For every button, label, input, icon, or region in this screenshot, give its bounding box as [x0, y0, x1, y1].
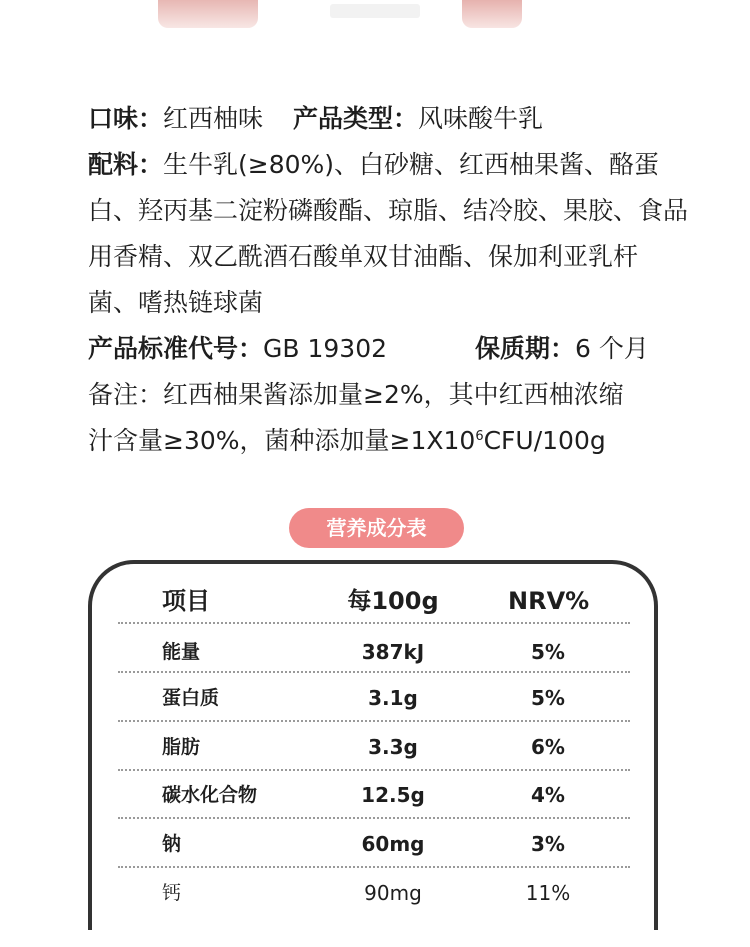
row-item: 钠	[162, 833, 182, 855]
row-nrv: 11%	[525, 881, 571, 905]
row-nrv: 5%	[531, 640, 565, 664]
table-row	[118, 683, 630, 713]
ingredients-label: 配料：	[88, 150, 164, 179]
row-per100g: 3.1g	[368, 686, 418, 710]
row-per100g: 12.5g	[361, 783, 425, 807]
product-image-center	[330, 4, 420, 18]
row-item: 能量	[162, 641, 201, 663]
type-label: 产品类型：	[293, 104, 419, 133]
flavor-value: 红西柚味	[163, 104, 264, 133]
standard-line	[88, 326, 668, 372]
ingredients-line-3: 用香精、双乙酰酒石酸单双甘油酯、保加利亚乳杆	[88, 242, 639, 271]
notes-line-2-prefix: 汁含量≥30%，菌种添加量≥1X10	[88, 426, 476, 455]
product-image-left	[158, 0, 258, 28]
ingredients-line-4: 菌、嗜热链球菌	[88, 288, 264, 317]
row-divider	[118, 622, 630, 624]
table-row	[118, 878, 630, 908]
standard-value: GB 19302	[263, 334, 388, 363]
product-image-right	[462, 0, 522, 28]
row-item: 碳水化合物	[162, 784, 258, 806]
row-nrv: 3%	[531, 832, 565, 856]
table-row	[118, 732, 630, 762]
row-divider	[118, 720, 630, 722]
row-item: 钙	[162, 882, 182, 904]
row-item: 脂肪	[162, 736, 201, 758]
row-per100g: 3.3g	[368, 735, 418, 759]
header-per100g: 每100g	[347, 587, 439, 615]
ingredients-text-1: 生牛乳(≥80%)、白砂糖、红西柚果酱、酪蛋	[163, 150, 660, 179]
ingredients-line-1	[88, 142, 668, 188]
shelf-value: 6 个月	[575, 334, 649, 363]
standard-label: 产品标准代号：	[88, 334, 264, 363]
shelf-life	[475, 326, 649, 372]
shelf-label: 保质期：	[475, 334, 576, 363]
top-product-image-crop	[0, 0, 750, 30]
notes-line-1: 备注：红西柚果酱添加量≥2%，其中红西柚浓缩	[88, 380, 624, 409]
table-row	[118, 829, 630, 859]
table-row	[118, 637, 630, 667]
row-item: 蛋白质	[162, 687, 220, 709]
nutrition-header-row	[118, 584, 630, 618]
row-divider	[118, 817, 630, 819]
flavor-line	[88, 96, 668, 142]
row-per100g: 90mg	[364, 881, 422, 905]
product-info	[88, 96, 689, 464]
table-row	[118, 780, 630, 810]
row-divider	[118, 866, 630, 868]
row-nrv: 4%	[531, 783, 565, 807]
row-per100g: 60mg	[361, 832, 425, 856]
notes-line-2-suffix: CFU/100g	[483, 426, 606, 455]
header-item: 项目	[162, 587, 210, 615]
row-nrv: 6%	[531, 735, 565, 759]
row-divider	[118, 769, 630, 771]
type-value: 风味酸牛乳	[418, 104, 544, 133]
ingredients-line-2: 白、羟丙基二淀粉磷酸酯、琼脂、结冷胶、果胶、食品	[88, 196, 689, 225]
row-per100g: 387kJ	[361, 640, 425, 664]
row-nrv: 5%	[531, 686, 565, 710]
flavor-label: 口味：	[88, 104, 164, 133]
row-divider	[118, 671, 630, 673]
notes-line-2	[88, 418, 668, 464]
nutrition-title-badge: 营养成分表	[289, 508, 464, 548]
notes-exponent: 6	[475, 429, 484, 444]
header-nrv: NRV%	[508, 587, 590, 615]
